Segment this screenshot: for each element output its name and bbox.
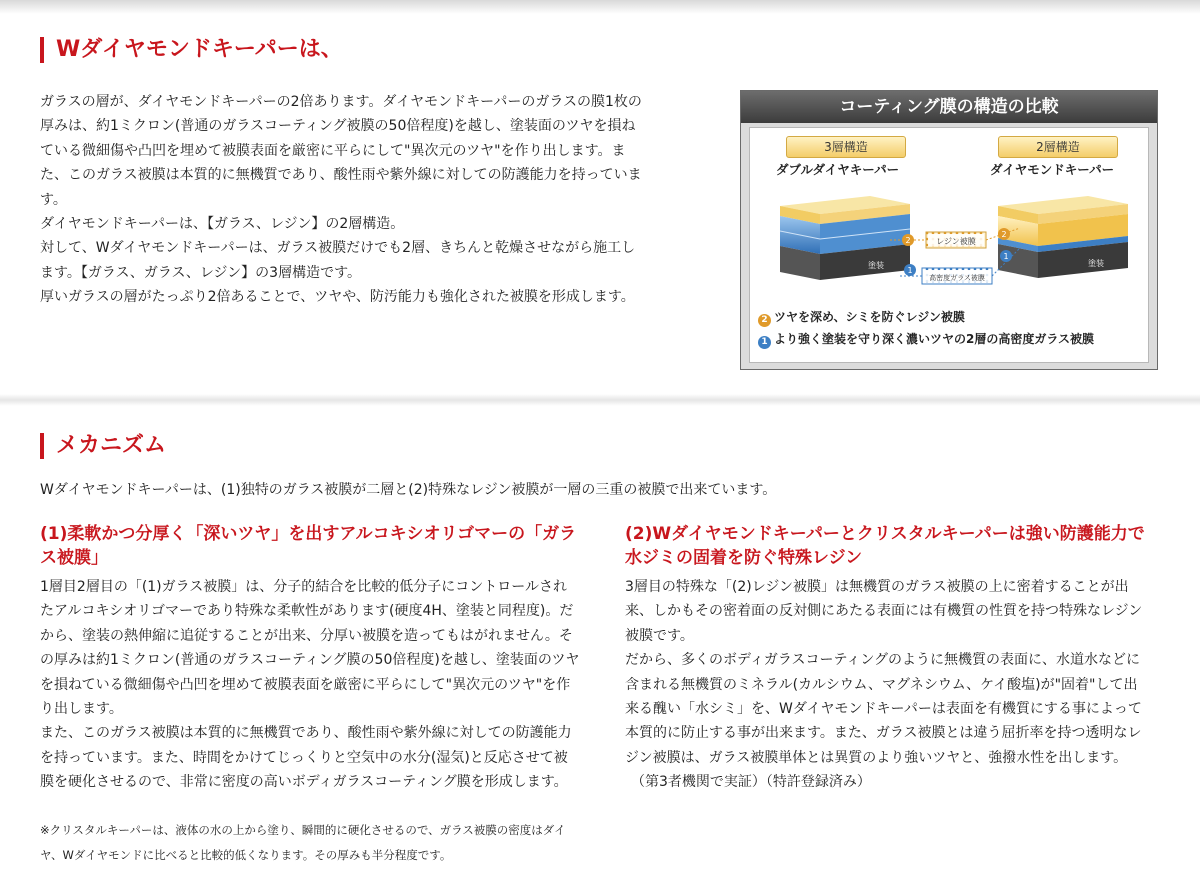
column2-certification: （第3者機関で実証）（特許登録済み） xyxy=(631,774,871,791)
section-title-text: Wダイヤモンドキーパーは、 xyxy=(56,37,343,62)
right-product-name: ダイヤモンドキーパー xyxy=(990,162,1115,177)
right-layer-stack xyxy=(998,196,1128,278)
left-layer-stack xyxy=(780,196,913,280)
marker-1-left: 1 xyxy=(907,266,913,275)
column1-text-2: また、このガラス被膜は本質的に無機質であり、酸性雨や紫外線に対しての防護能力を持っています。また、時間をかけてじっくりと空気中の水分(湿気)と反応させて被膜を硬化させるので、非常に密度の高いボディガラスコーティング膜を形成します。 xyxy=(40,725,572,791)
mechanism-title-text: メカニズム xyxy=(56,433,167,458)
column2-text-2: だから、多くのボディガラスコーティングのように無機質の表面に、水道水などに含まれる無機質のミネラル(カルシウム、マグネシウム、ケイ酸塩)が"固着"して出来る醜い「水シミ」を、Wダイヤモンドキーパーは表面を有機質にする事によって本質的に防止する事が出来ます。また、ガラス被膜とは違う屈折率を持つ透明なレジン被膜は、ガラス被膜単体とは異質のより強いツヤと、強撥水性を出します。 xyxy=(625,652,1142,766)
column1-text-1: 1層目2層目の「(1)ガラス被膜」は、分子的結合を比較的低分子にコントロールされたアルコキシオリゴマーであり特殊な柔軟性があります(硬度4H、塗装と同程度)。だから、塗装の熱伸縮に追従することが出来、分厚い被膜を造ってもはがれません。その厚みは約1ミクロン(普通のガラスコーティング膜の50倍程度)を越し、塗装面のツヤを損ねている微細傷や凸凹を埋めて被膜表面を厳密に平らにして"異次元のツヤ"を作り出します。 xyxy=(40,579,580,718)
marker-1-right: 1 xyxy=(1003,252,1009,261)
legend-number-2: 2 xyxy=(758,314,771,327)
top-shadow xyxy=(0,0,1200,14)
column2-title: (2)Wダイヤモンドキーパーとクリスタルキーパーは強い防護能力で水ジミの固着を防ぐ特殊レジン xyxy=(625,524,1145,568)
intro-text-1: ガラスの層が、ダイヤモンドキーパーの2倍あります。ダイヤモンドキーパーのガラスの膜1枚の厚みは、約1ミクロン(普通のガラスコーティング被膜の50倍程度)を越し、塗装面のツヤを損ねている微細傷や凸凹を埋めて被膜表面を厳密に平らにして"異次元のツヤ"を作り出します。また、このガラス被膜は本質的に無機質であり、酸性雨や紫外線に対しての防護能力を持っています。 xyxy=(40,94,642,208)
diagram-body xyxy=(749,127,1149,363)
section-title-w-diamond xyxy=(40,37,343,63)
legend-resin-text: ツヤを深め、シミを防ぐレジン被膜 xyxy=(774,310,965,324)
marker-2-left: 2 xyxy=(905,236,911,245)
diagram-title: コーティング膜の構造の比較 xyxy=(741,91,1157,123)
left-product-name: ダブルダイヤキーパー xyxy=(776,162,900,177)
column1-note: ※クリスタルキーパーは、液体の水の上から塗り、瞬間的に硬化させるので、ガラス被膜の密度はダイヤ、Wダイヤモンドに比べると比較的低くなります。その厚みも半分程度です。 xyxy=(40,823,566,862)
three-layer-label: 3層構造 xyxy=(786,136,906,158)
legend-glass-text: より強く塗装を守り深く濃いツヤの2層の高密度ガラス被膜 xyxy=(774,332,1094,346)
resin-layer-label: レジン被膜 xyxy=(936,237,976,246)
legend-glass xyxy=(758,330,1094,349)
two-layer-label: 2層構造 xyxy=(998,136,1118,158)
left-base-label: 塗装 xyxy=(868,261,884,270)
intro-text-4: 厚いガラスの層がたっぷり2倍あることで、ツヤや、防汚能力も強化された被膜を形成します。 xyxy=(40,289,635,306)
legend-resin xyxy=(758,308,965,327)
coating-structure-diagram xyxy=(740,90,1158,370)
mechanism-intro: Wダイヤモンドキーパーは、(1)独特のガラス被膜が二層と(2)特殊なレジン被膜が一層の三重の被膜で出来ています。 xyxy=(40,482,777,498)
column2-text-1: 3層目の特殊な「(2)レジン被膜」は無機質のガラス被膜の上に密着することが出来、しかもその密着面の反対側にあたる表面には有機質の性質を持つ特殊なレジン被膜です。 xyxy=(625,579,1143,644)
marker-2-right: 2 xyxy=(1001,230,1007,239)
intro-paragraph xyxy=(40,90,644,310)
section-title-mechanism xyxy=(40,433,166,459)
column2-body xyxy=(625,575,1145,795)
intro-text-2: ダイヤモンドキーパーは、【ガラス、レジン】の2層構造。 xyxy=(40,216,405,233)
legend-number-1: 1 xyxy=(758,336,771,349)
column1-body xyxy=(40,575,580,795)
column1-title: (1)柔軟かつ分厚く「深いツヤ」を出すアルコキシオリゴマーの「ガラス被膜」 xyxy=(40,524,577,568)
section-divider xyxy=(0,394,1200,406)
intro-text-3: 対して、Wダイヤモンドキーパーは、ガラス被膜だけでも2層、きちんと乾燥させながら施工します。【ガラス、ガラス、レジン】の3層構造です。 xyxy=(40,240,636,281)
right-base-label: 塗装 xyxy=(1088,259,1104,268)
glass-layer-label: 高密度ガラス被膜 xyxy=(929,274,985,282)
